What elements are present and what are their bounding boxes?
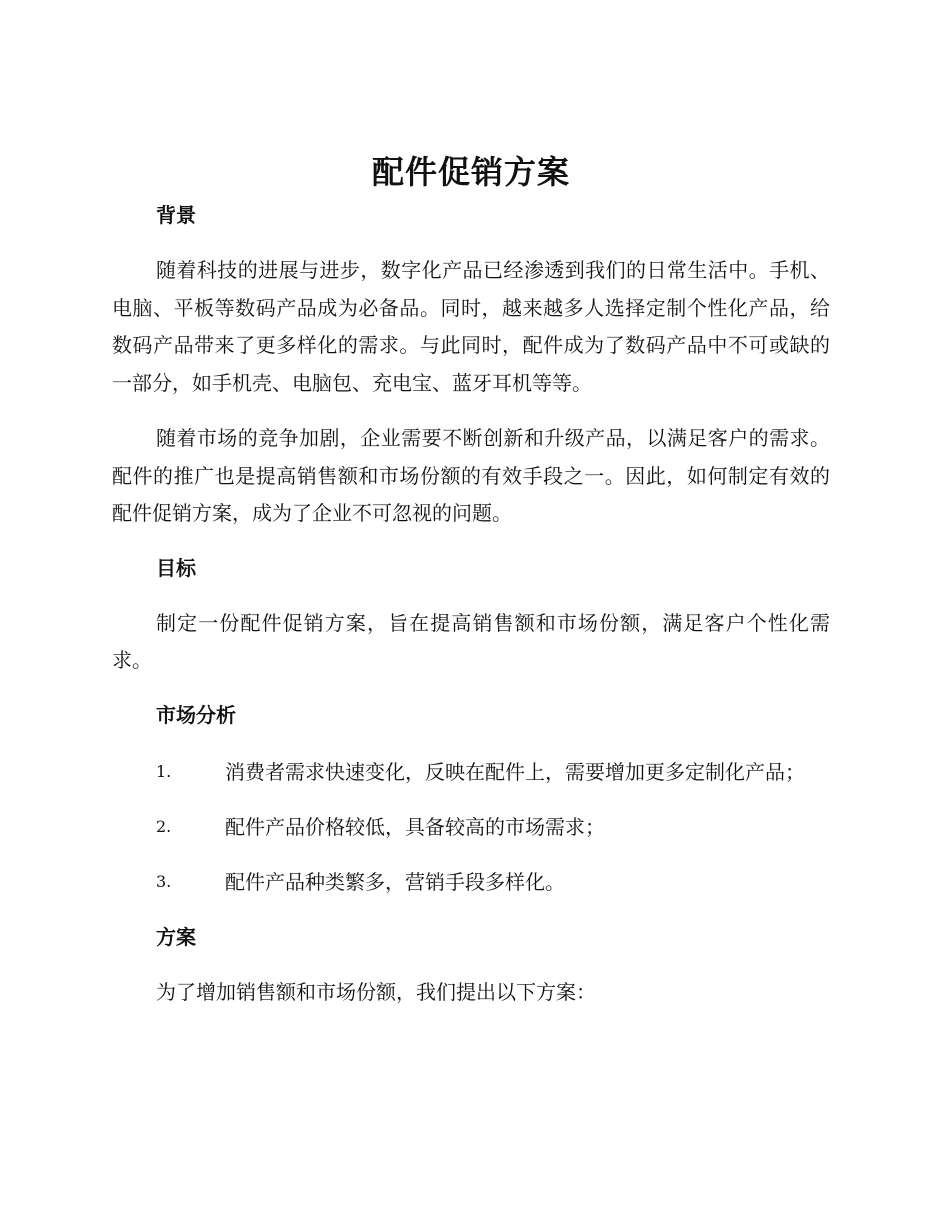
list-item <box>112 752 830 792</box>
plan-paragraph: 为了增加销售额和市场份额，我们提出以下方案： <box>156 979 596 1004</box>
list-item-text: 配件产品价格较低，具备较高的市场需求； <box>225 814 605 839</box>
list-item-number: 3. <box>156 871 172 891</box>
section-heading-background: 背景 <box>156 203 196 227</box>
list-item-text: 配件产品种类繁多，营销手段多样化。 <box>225 869 565 894</box>
document-body <box>112 150 830 1011</box>
list-item-number: 1. <box>156 761 172 781</box>
section-heading-plan: 方案 <box>156 924 196 949</box>
section-heading-market-analysis: 市场分析 <box>156 702 236 727</box>
document-title: 配件促销方案 <box>371 153 570 191</box>
background-paragraph-2: 随着市场的竞争加剧，企业需要不断创新和升级产品，以满足客户的需求。配件的推广也是提高销售额和市场份额的有效手段之一。因此，如何制定有效的配件促销方案，成为了企业不可忽视的问题。 <box>112 426 830 525</box>
list-item <box>112 862 830 902</box>
list-item-text: 消费者需求快速变化，反映在配件上，需要增加更多定制化产品； <box>225 759 805 784</box>
list-item <box>112 807 830 847</box>
section-heading-goal: 目标 <box>156 555 196 580</box>
list-item-number: 2. <box>156 816 172 836</box>
background-paragraph-1: 随着科技的进展与进步，数字化产品已经渗透到我们的日常生活中。手机、电脑、平板等数码产品成为必备品。同时，越来越多人选择定制个性化产品，给数码产品带来了更多样化的需求。与此同时，配件成为了数码产品中不可或缺的一部分，如手机壳、电脑包、充电宝、蓝牙耳机等等。 <box>112 258 830 395</box>
goal-paragraph: 制定一份配件促销方案，旨在提高销售额和市场份额，满足客户个性化需求。 <box>112 610 830 672</box>
